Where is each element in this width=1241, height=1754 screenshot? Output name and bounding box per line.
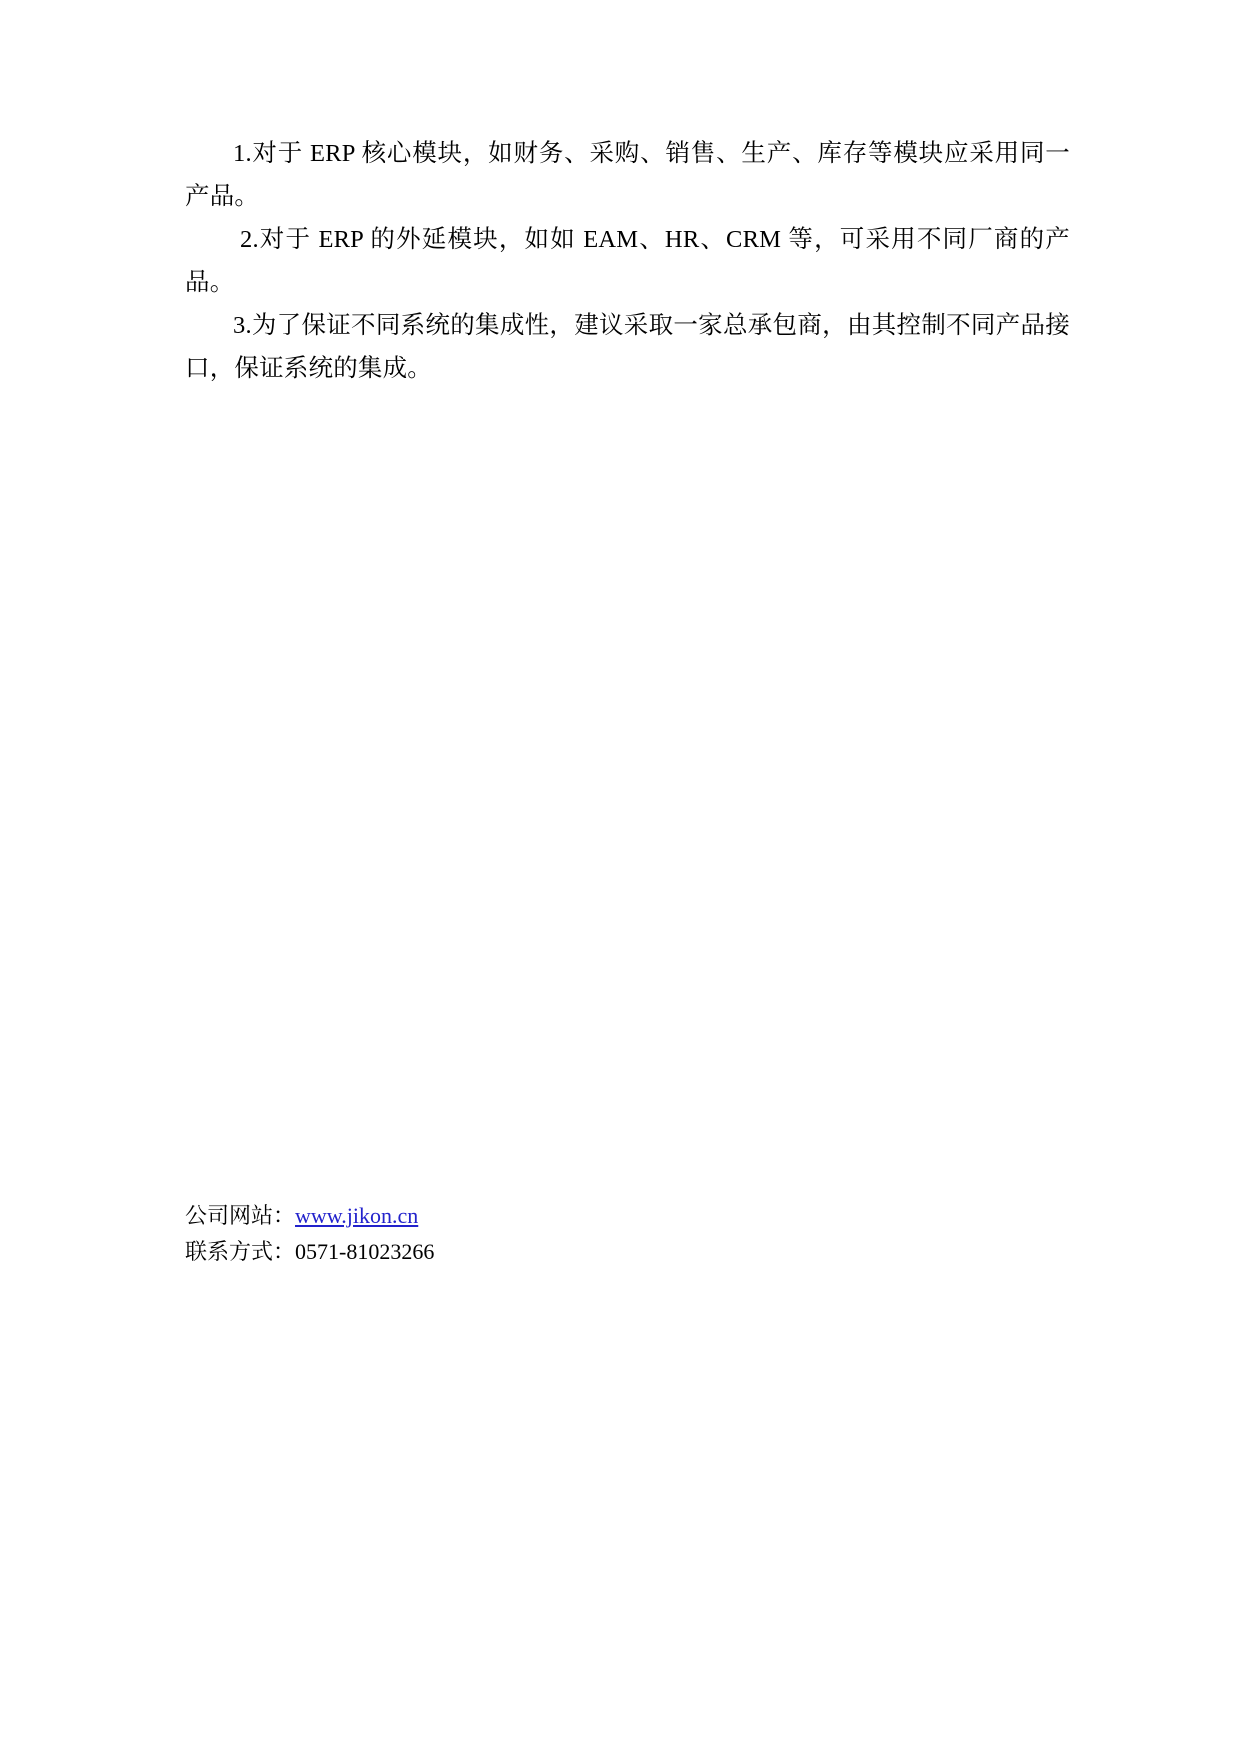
document-footer [185, 1198, 785, 1270]
paragraph-3: 3.为了保证不同系统的集成性，建议采取一家总承包商，由其控制不同产品接口，保证系统的集成。 [185, 312, 1070, 382]
footer-contact-label: 联系方式： [185, 1239, 296, 1264]
paragraph-1: 1.对于 ERP 核心模块，如财务、采购、销售、生产、库存等模块应采用同一产品。 [185, 140, 1070, 210]
paragraph-2: 2.对于 ERP 的外延模块，如如 EAM、HR、CRM 等，可采用不同厂商的产品。 [185, 226, 1070, 296]
footer-contact-line [185, 1234, 785, 1270]
company-website-link[interactable]: www.jikon.cn [295, 1203, 419, 1228]
footer-website-line [185, 1198, 785, 1234]
document-body [185, 132, 1070, 390]
footer-contact-value: 0571-81023266 [295, 1239, 435, 1264]
footer-website-label: 公司网站： [185, 1203, 296, 1228]
